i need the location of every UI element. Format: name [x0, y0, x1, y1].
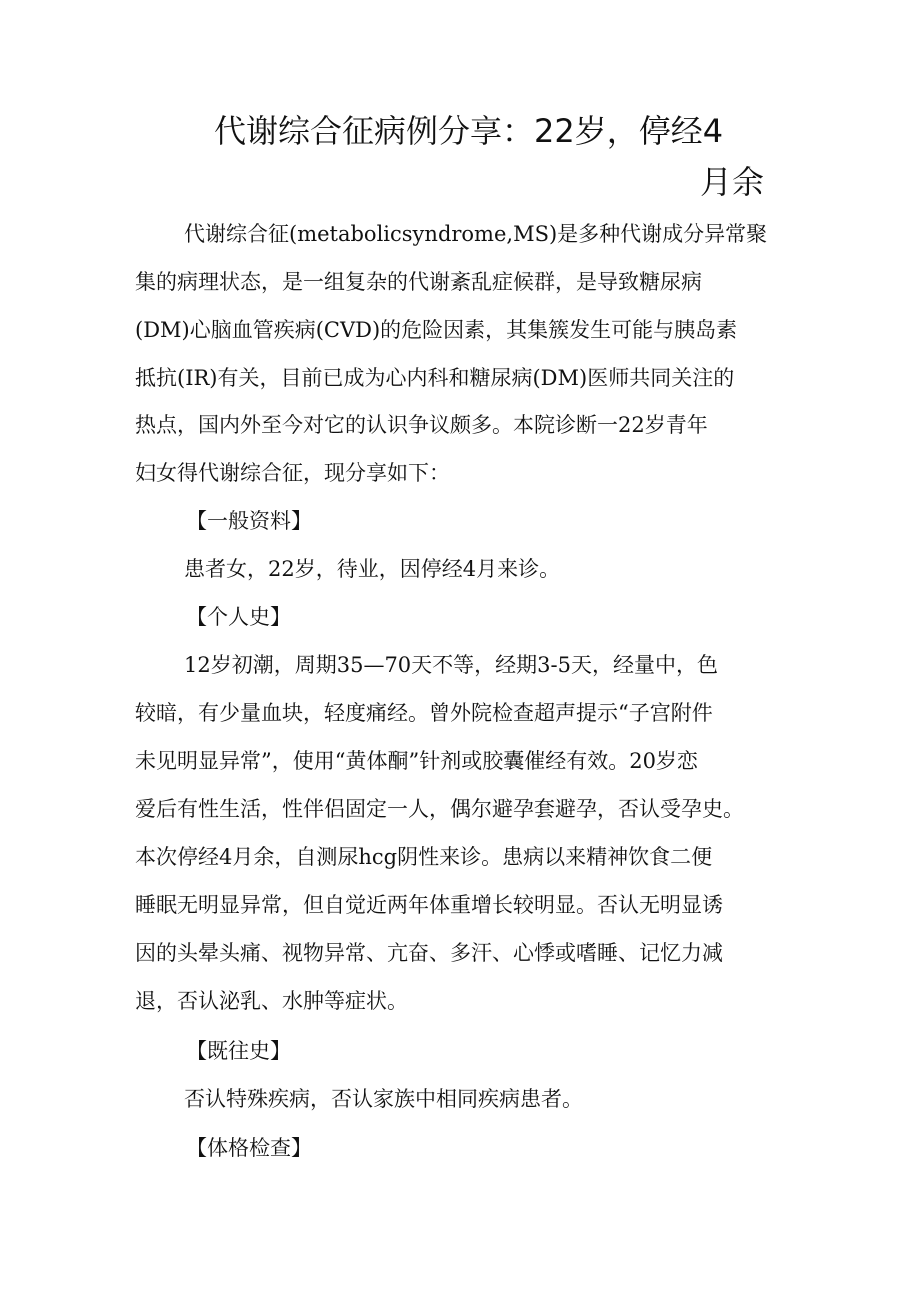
past-history-text: 否认特殊疾病，否认家族中相同疾病患者。: [184, 1087, 583, 1111]
general-info-text: 患者女，22岁，待业，因停经4月来诊。: [184, 557, 561, 581]
paragraph-line: 较暗，有少量血块，轻度痛经。曾外院检查超声提示“子宫附件: [135, 701, 713, 725]
paragraph-line: 抵抗(IR)有关，目前已成为心内科和糖尿病(DM)医师共同关注的: [135, 366, 735, 390]
paragraph-line: 代谢综合征(metabolicsyndrome,MS)是多种代谢成分异常聚: [184, 222, 768, 246]
document-title-line-2: 月余: [700, 163, 765, 201]
paragraph-line: 未见明显异常”，使用“黄体酮”针剂或胶囊催经有效。20岁恋: [135, 749, 698, 773]
paragraph-line: 12岁初潮，周期35—70天不等，经期3-5天，经量中，色: [184, 653, 718, 677]
document-title-line-1: 代谢综合征病例分享：22岁，停经4: [214, 112, 724, 150]
paragraph-line: 睡眠无明显异常，但自觉近两年体重增长较明显。否认无明显诱: [135, 893, 723, 917]
paragraph-line: 妇女得代谢综合征，现分享如下：: [135, 461, 450, 485]
paragraph-line: 本次停经4月余，自测尿hcg阴性来诊。患病以来精神饮食二便: [135, 845, 713, 869]
paragraph-line: 退，否认泌乳、水肿等症状。: [135, 989, 408, 1013]
paragraph-line: 集的病理状态，是一组复杂的代谢紊乱症候群，是导致糖尿病: [135, 270, 702, 294]
section-heading-general: 【一般资料】: [186, 509, 312, 533]
paragraph-line: 热点，国内外至今对它的认识争议颇多。本院诊断一22岁青年: [135, 413, 708, 437]
paragraph-line: 爱后有性生活，性伴侣固定一人，偶尔避孕套避孕，否认受孕史。: [135, 797, 744, 821]
section-heading-past-history: 【既往史】: [186, 1039, 291, 1063]
section-heading-personal-history: 【个人史】: [186, 605, 291, 629]
section-heading-physical-exam: 【体格检查】: [186, 1136, 312, 1160]
paragraph-line: (DM)心脑血管疾病(CVD)的危险因素，其集簇发生可能与胰岛素: [135, 318, 738, 342]
paragraph-line: 因的头晕头痛、视物异常、亢奋、多汗、心悸或嗜睡、记忆力减: [135, 941, 723, 965]
